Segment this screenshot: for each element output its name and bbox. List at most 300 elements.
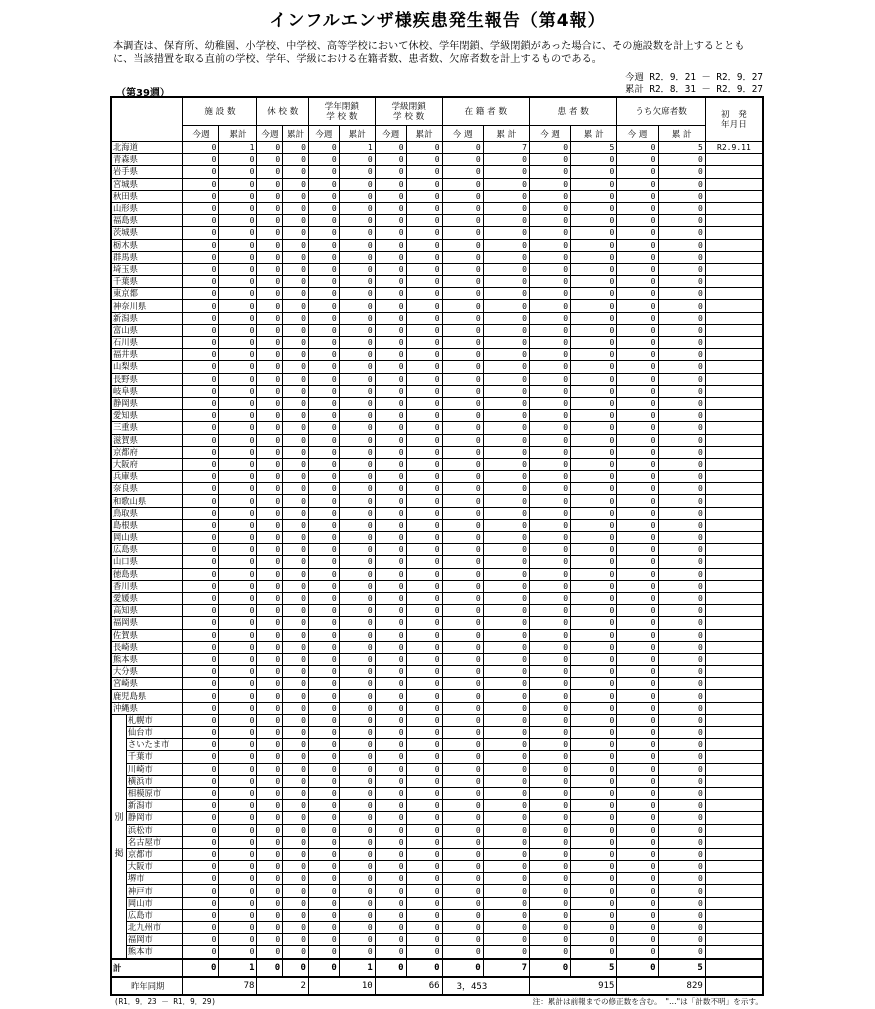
table-cell: 0 [375, 702, 406, 714]
table-cell: 0 [183, 678, 219, 690]
table-cell: 0 [308, 885, 339, 897]
table-cell: 0 [257, 251, 283, 263]
header-class-closures: 学級閉鎖 学 校 数 [375, 97, 442, 126]
table-row [111, 263, 763, 275]
table-cell: 0 [339, 337, 375, 349]
subheader-cumulative: 累 計 [571, 126, 617, 142]
row-first-onset-date [705, 349, 763, 361]
table-cell: 0 [375, 519, 406, 531]
table-cell: 0 [529, 556, 570, 568]
table-cell: 0 [483, 324, 529, 336]
table-cell: 0 [375, 568, 406, 580]
table-cell: 0 [483, 702, 529, 714]
table-cell: 0 [658, 373, 705, 385]
table-cell: 0 [183, 142, 219, 154]
row-name: 京都府 [111, 446, 183, 458]
table-cell: 0 [529, 714, 570, 726]
table-cell: 0 [571, 568, 617, 580]
row-name: 奈良県 [111, 483, 183, 495]
table-cell: 0 [257, 166, 283, 178]
table-row [111, 251, 763, 263]
row-name: 愛知県 [111, 410, 183, 422]
table-cell: 0 [219, 227, 257, 239]
table-cell: 0 [529, 909, 570, 921]
table-cell: 0 [257, 678, 283, 690]
table-cell: 0 [308, 202, 339, 214]
table-cell: 0 [283, 897, 309, 909]
row-first-onset-date [705, 934, 763, 946]
table-cell: 0 [339, 422, 375, 434]
table-cell: 0 [339, 897, 375, 909]
table-cell: 0 [339, 678, 375, 690]
subheader-this-week: 今週 [257, 126, 283, 142]
table-row [111, 288, 763, 300]
table-cell: 0 [406, 215, 442, 227]
table-cell: 0 [308, 215, 339, 227]
table-cell: 0 [483, 763, 529, 775]
table-cell: 0 [375, 483, 406, 495]
row-name: 山口県 [111, 556, 183, 568]
table-cell: 0 [529, 800, 570, 812]
table-cell: 0 [483, 617, 529, 629]
table-cell: 0 [529, 422, 570, 434]
table-cell: 0 [183, 483, 219, 495]
table-cell: 0 [339, 763, 375, 775]
table-cell: 0 [617, 300, 658, 312]
table-cell: 0 [339, 263, 375, 275]
table-cell: 0 [283, 678, 309, 690]
table-cell: 0 [658, 751, 705, 763]
table-cell: 0 [219, 471, 257, 483]
table-cell: 0 [308, 190, 339, 202]
table-cell: 0 [257, 739, 283, 751]
table-cell: 0 [339, 178, 375, 190]
row-first-onset-date [705, 605, 763, 617]
table-cell: 0 [219, 397, 257, 409]
table-cell: 0 [658, 544, 705, 556]
table-cell: 0 [406, 190, 442, 202]
table-cell: 0 [483, 373, 529, 385]
table-cell: 0 [339, 739, 375, 751]
table-cell: 0 [406, 885, 442, 897]
table-cell: 0 [406, 312, 442, 324]
table-row [111, 154, 763, 166]
table-cell: 0 [257, 532, 283, 544]
table-cell: 0 [339, 775, 375, 787]
table-cell: 0 [406, 349, 442, 361]
row-first-onset-date [705, 641, 763, 653]
table-cell: 0 [483, 166, 529, 178]
table-cell: 0 [183, 385, 219, 397]
table-cell: 0 [529, 190, 570, 202]
table-cell: 0 [257, 641, 283, 653]
table-cell: 0 [257, 288, 283, 300]
table-cell: 0 [658, 251, 705, 263]
row-name: 島根県 [111, 519, 183, 531]
table-cell: 0 [308, 690, 339, 702]
table-cell: 0 [183, 519, 219, 531]
table-cell: 0 [442, 446, 483, 458]
table-cell: 0 [529, 848, 570, 860]
table-row [111, 361, 763, 373]
table-cell: 7 [483, 959, 529, 977]
row-first-onset-date [705, 434, 763, 446]
table-cell: 0 [483, 178, 529, 190]
table-cell: 0 [257, 934, 283, 946]
table-row [111, 385, 763, 397]
table-cell: 0 [375, 690, 406, 702]
row-first-onset-date [705, 178, 763, 190]
table-cell: 0 [183, 154, 219, 166]
table-cell: 0 [339, 471, 375, 483]
table-cell: 0 [283, 251, 309, 263]
table-cell: 0 [257, 349, 283, 361]
table-cell: 0 [219, 434, 257, 446]
table-cell: 0 [375, 324, 406, 336]
row-first-onset-date [705, 166, 763, 178]
table-cell: 0 [375, 861, 406, 873]
table-cell: 0 [219, 422, 257, 434]
table-cell: 0 [308, 166, 339, 178]
table-cell: 0 [375, 495, 406, 507]
row-first-onset-date: R2.9.11 [705, 142, 763, 154]
table-row [111, 397, 763, 409]
table-cell: 0 [406, 239, 442, 251]
table-cell: 0 [442, 166, 483, 178]
row-first-onset-date [705, 727, 763, 739]
table-cell: 0 [308, 739, 339, 751]
table-cell: 0 [617, 727, 658, 739]
table-cell: 0 [571, 251, 617, 263]
table-cell: 0 [283, 922, 309, 934]
table-cell: 0 [183, 349, 219, 361]
table-cell: 0 [183, 239, 219, 251]
table-cell: 0 [571, 824, 617, 836]
table-cell: 0 [406, 787, 442, 799]
table-cell: 0 [283, 690, 309, 702]
table-cell: 0 [183, 373, 219, 385]
table-cell: 0 [658, 617, 705, 629]
table-cell: 0 [442, 617, 483, 629]
table-cell: 0 [339, 861, 375, 873]
table-cell: 0 [529, 324, 570, 336]
table-cell: 0 [219, 288, 257, 300]
table-row [111, 458, 763, 470]
subheader-cumulative: 累計 [406, 126, 442, 142]
table-cell: 0 [339, 666, 375, 678]
table-cell: 0 [483, 653, 529, 665]
table-cell: 0 [571, 544, 617, 556]
table-cell: 0 [283, 946, 309, 959]
table-cell: 0 [571, 922, 617, 934]
table-cell: 0 [183, 446, 219, 458]
table-cell: 0 [308, 142, 339, 154]
table-cell: 0 [571, 934, 617, 946]
table-cell: 0 [483, 922, 529, 934]
table-row [111, 666, 763, 678]
table-cell: 0 [219, 897, 257, 909]
table-cell: 0 [283, 836, 309, 848]
table-cell: 0 [617, 483, 658, 495]
table-row [111, 641, 763, 653]
table-cell: 0 [483, 812, 529, 824]
table-cell: 0 [483, 885, 529, 897]
table-cell: 0 [257, 702, 283, 714]
table-cell: 0 [658, 471, 705, 483]
table-cell: 0 [617, 800, 658, 812]
table-cell: 0 [339, 251, 375, 263]
row-first-onset-date [705, 190, 763, 202]
table-cell: 0 [442, 300, 483, 312]
table-cell: 0 [571, 446, 617, 458]
table-cell: 0 [529, 885, 570, 897]
table-cell: 0 [308, 836, 339, 848]
table-cell: 0 [308, 775, 339, 787]
table-cell: 0 [257, 507, 283, 519]
table-row [111, 190, 763, 202]
table-cell: 0 [406, 166, 442, 178]
table-cell: 0 [257, 324, 283, 336]
table-cell: 0 [257, 483, 283, 495]
table-cell: 0 [617, 385, 658, 397]
table-cell: 0 [406, 727, 442, 739]
table-cell: 0 [617, 154, 658, 166]
table-cell: 0 [219, 312, 257, 324]
table-cell: 0 [571, 532, 617, 544]
table-cell: 0 [219, 751, 257, 763]
table-cell: 0 [219, 617, 257, 629]
table-cell: 0 [571, 154, 617, 166]
table-cell: 0 [529, 446, 570, 458]
table-cell: 0 [308, 495, 339, 507]
table-cell: 0 [283, 361, 309, 373]
table-cell: 0 [339, 629, 375, 641]
table-cell: 0 [375, 812, 406, 824]
table-cell: 0 [283, 909, 309, 921]
table-cell: 0 [529, 678, 570, 690]
table-cell: 0 [339, 202, 375, 214]
row-first-onset-date [705, 775, 763, 787]
table-cell: 0 [308, 276, 339, 288]
row-name: 千葉県 [111, 276, 183, 288]
table-cell: 0 [406, 337, 442, 349]
table-cell: 0 [308, 239, 339, 251]
row-name: 滋賀県 [111, 434, 183, 446]
row-first-onset-date [705, 666, 763, 678]
row-first-onset-date [705, 556, 763, 568]
table-cell: 0 [339, 458, 375, 470]
table-row [111, 227, 763, 239]
report-title: インフルエンザ様疾患発生報告（第4報） [269, 11, 606, 31]
table-cell: 0 [339, 836, 375, 848]
total-label: 計 [111, 959, 183, 977]
table-cell: 0 [219, 544, 257, 556]
row-first-onset-date [705, 885, 763, 897]
previous-year-label: 昨年同期 [111, 977, 183, 995]
table-cell: 0 [308, 434, 339, 446]
table-cell: 0 [529, 519, 570, 531]
table-row [111, 727, 763, 739]
table-cell: 0 [617, 556, 658, 568]
table-cell: 0 [219, 337, 257, 349]
table-cell: 0 [375, 361, 406, 373]
table-cell: 0 [375, 471, 406, 483]
table-cell: 0 [183, 848, 219, 860]
table-cell: 0 [375, 751, 406, 763]
table-cell: 0 [617, 617, 658, 629]
table-cell: 0 [219, 909, 257, 921]
table-cell: 0 [442, 714, 483, 726]
table-cell: 0 [442, 666, 483, 678]
table-cell: 0 [257, 263, 283, 275]
table-cell: 0 [219, 373, 257, 385]
table-cell: 0 [375, 458, 406, 470]
table-cell: 0 [617, 544, 658, 556]
table-cell: 0 [529, 873, 570, 885]
table-cell: 0 [375, 739, 406, 751]
table-cell: 0 [257, 385, 283, 397]
table-row [111, 678, 763, 690]
table-cell: 0 [283, 471, 309, 483]
table-cell: 0 [406, 775, 442, 787]
table-cell: 7 [483, 142, 529, 154]
table-cell: 0 [183, 922, 219, 934]
table-cell: 0 [219, 349, 257, 361]
table-cell: 0 [617, 873, 658, 885]
previous-year-value: 66 [375, 977, 442, 995]
table-cell: 0 [571, 361, 617, 373]
table-cell: 0 [257, 397, 283, 409]
table-cell: 0 [617, 471, 658, 483]
table-cell: 0 [406, 471, 442, 483]
table-cell: 0 [339, 690, 375, 702]
table-cell: 0 [617, 202, 658, 214]
table-cell: 0 [183, 873, 219, 885]
table-cell: 0 [183, 263, 219, 275]
table-cell: 0 [483, 227, 529, 239]
table-cell: 0 [571, 410, 617, 422]
table-cell: 0 [529, 458, 570, 470]
table-cell: 0 [658, 178, 705, 190]
table-cell: 0 [183, 568, 219, 580]
table-cell: 0 [308, 727, 339, 739]
table-cell: 0 [283, 337, 309, 349]
table-cell: 0 [283, 580, 309, 592]
table-cell: 0 [617, 507, 658, 519]
table-cell: 0 [308, 519, 339, 531]
table-cell: 0 [442, 653, 483, 665]
table-cell: 0 [442, 532, 483, 544]
table-cell: 0 [183, 361, 219, 373]
city-name: 京都市 [126, 848, 183, 860]
table-cell: 0 [617, 288, 658, 300]
table-cell: 0 [483, 592, 529, 604]
table-cell: 0 [183, 775, 219, 787]
table-row [111, 337, 763, 349]
table-cell: 0 [529, 690, 570, 702]
table-cell: 0 [257, 361, 283, 373]
row-name: 長野県 [111, 373, 183, 385]
table-cell: 0 [339, 312, 375, 324]
table-cell: 0 [571, 495, 617, 507]
row-name: 福岡県 [111, 617, 183, 629]
table-cell: 0 [406, 812, 442, 824]
table-cell: 0 [375, 142, 406, 154]
table-cell: 0 [375, 202, 406, 214]
table-cell: 0 [283, 458, 309, 470]
table-cell: 0 [308, 678, 339, 690]
table-cell: 0 [283, 653, 309, 665]
table-cell: 0 [339, 324, 375, 336]
table-cell: 0 [442, 142, 483, 154]
table-cell: 0 [183, 556, 219, 568]
table-cell: 0 [339, 934, 375, 946]
table-cell: 0 [257, 422, 283, 434]
table-cell: 0 [529, 251, 570, 263]
table-cell: 0 [257, 519, 283, 531]
table-cell: 0 [406, 751, 442, 763]
table-cell: 0 [529, 263, 570, 275]
row-name: 静岡県 [111, 397, 183, 409]
row-first-onset-date [705, 324, 763, 336]
table-cell: 0 [257, 154, 283, 166]
table-cell: 0 [483, 251, 529, 263]
table-cell: 0 [529, 946, 570, 959]
table-cell: 0 [219, 861, 257, 873]
table-cell: 0 [658, 727, 705, 739]
table-cell: 0 [308, 763, 339, 775]
table-cell: 0 [283, 385, 309, 397]
row-first-onset-date [705, 751, 763, 763]
table-cell: 0 [219, 592, 257, 604]
table-cell: 0 [442, 190, 483, 202]
table-cell: 0 [257, 142, 283, 154]
row-name: 北海道 [111, 142, 183, 154]
table-cell: 0 [375, 263, 406, 275]
table-cell: 0 [406, 544, 442, 556]
table-cell: 0 [308, 653, 339, 665]
table-cell: 0 [257, 215, 283, 227]
table-cell: 0 [257, 239, 283, 251]
table-cell: 0 [658, 349, 705, 361]
table-cell: 0 [283, 410, 309, 422]
table-cell: 0 [483, 605, 529, 617]
table-cell: 0 [406, 800, 442, 812]
table-cell: 0 [308, 397, 339, 409]
city-name: 静岡市 [126, 812, 183, 824]
table-cell: 0 [442, 385, 483, 397]
table-cell: 0 [183, 629, 219, 641]
table-cell: 0 [375, 641, 406, 653]
table-cell: 0 [375, 714, 406, 726]
table-cell: 0 [406, 251, 442, 263]
table-cell: 0 [442, 873, 483, 885]
table-cell: 0 [257, 909, 283, 921]
table-cell: 0 [183, 702, 219, 714]
table-cell: 0 [406, 946, 442, 959]
table-cell: 0 [617, 629, 658, 641]
table-cell: 0 [406, 873, 442, 885]
table-cell: 0 [571, 909, 617, 921]
table-cell: 0 [283, 885, 309, 897]
table-cell: 0 [375, 507, 406, 519]
table-cell: 0 [257, 471, 283, 483]
table-cell: 0 [257, 373, 283, 385]
row-first-onset-date [705, 787, 763, 799]
table-cell: 0 [339, 361, 375, 373]
table-cell: 0 [219, 739, 257, 751]
row-name: 熊本県 [111, 653, 183, 665]
